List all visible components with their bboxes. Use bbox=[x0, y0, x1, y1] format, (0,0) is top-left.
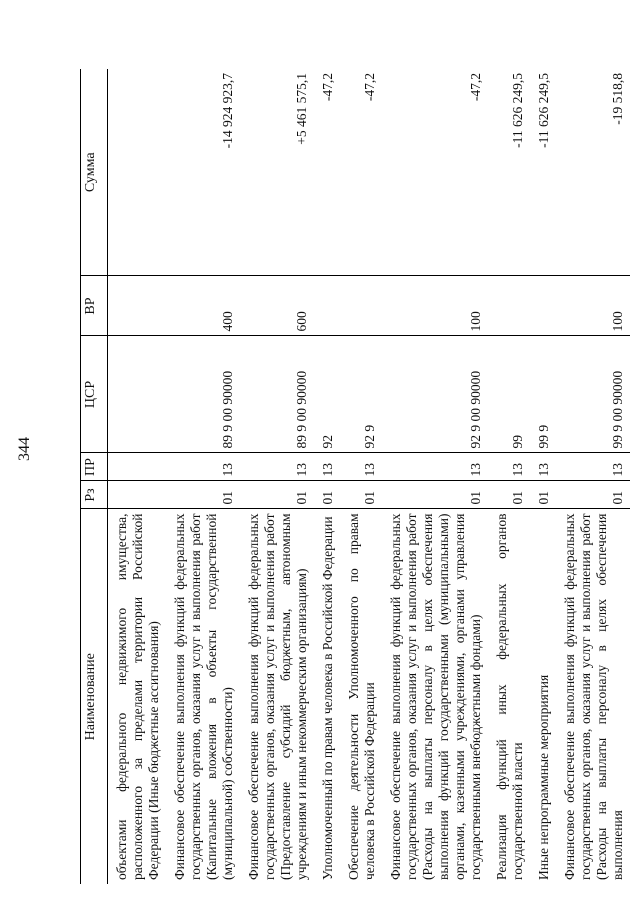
row-rz: 01 bbox=[530, 481, 556, 509]
row-csr: 89 9 00 90000 bbox=[166, 336, 240, 453]
row-name: Финансовое обеспечение выполнения функций федеральных государственных органов, оказания услуг и выполнения работ (Расходы на выплаты персоналу в целях обеспечения выполнения функций государственными (муниципальными) органами, казенными учреждениями, органами управления государственными внебюджетными фондами) bbox=[388, 513, 483, 880]
row-name: Реализация функций иных федеральных органов государственной власти bbox=[494, 513, 525, 880]
row-rz: 01 bbox=[556, 481, 630, 509]
row-pr: 13 bbox=[166, 453, 240, 481]
table-row bbox=[166, 69, 240, 884]
table-row bbox=[314, 69, 340, 884]
row-pr: 13 bbox=[382, 453, 488, 481]
row-sum: -14 924 923,7 bbox=[166, 69, 240, 276]
row-sum: -47,2 bbox=[314, 69, 340, 276]
row-vr bbox=[488, 276, 530, 336]
row-pr: 13 bbox=[530, 453, 556, 481]
header-pr: ПР bbox=[81, 453, 108, 481]
row-name: Финансовое обеспечение выполнения функций федеральных государственных органов, оказания услуг и выполнения работ (Предоставление субсидий бюджетным, автономным учреждениям и иным некоммерческим организациям) bbox=[246, 513, 309, 880]
row-pr: 13 bbox=[488, 453, 530, 481]
row-csr: 99 9 00 90000 bbox=[556, 336, 630, 453]
row-sum bbox=[108, 69, 167, 276]
header-rz: Рз bbox=[81, 481, 108, 509]
row-pr: 13 bbox=[340, 453, 382, 481]
row-csr: 92 9 00 90000 bbox=[382, 336, 488, 453]
row-csr bbox=[108, 336, 167, 453]
row-name: Обеспечение деятельности Уполномоченного по правам человека в Российской Федерации bbox=[346, 513, 377, 880]
header-vr: ВР bbox=[81, 276, 108, 336]
row-vr: 600 bbox=[240, 276, 314, 336]
row-rz: 01 bbox=[382, 481, 488, 509]
table-row bbox=[488, 69, 530, 884]
row-sum: +5 461 575,1 bbox=[240, 69, 314, 276]
header-csr: ЦСР bbox=[81, 336, 108, 453]
row-csr: 99 bbox=[488, 336, 530, 453]
row-vr: 100 bbox=[382, 276, 488, 336]
row-vr: 100 bbox=[556, 276, 630, 336]
budget-table bbox=[80, 69, 630, 884]
row-name: Финансовое обеспечение выполнения функций федеральных государственных органов, оказания услуг и выполнения работ (Расходы на выплаты персоналу в целях обеспечения выполнения bbox=[562, 513, 625, 880]
table-row bbox=[340, 69, 382, 884]
row-sum: -11 626 249,5 bbox=[488, 69, 530, 276]
header-name: Наименование bbox=[81, 509, 108, 884]
row-name: Иные непрограммные мероприятия bbox=[536, 674, 551, 880]
row-pr: 13 bbox=[314, 453, 340, 481]
row-rz: 01 bbox=[340, 481, 382, 509]
table-row bbox=[108, 69, 167, 884]
row-csr: 92 bbox=[314, 336, 340, 453]
row-sum: -47,2 bbox=[382, 69, 488, 276]
row-pr: 13 bbox=[556, 453, 630, 481]
row-sum: -47,2 bbox=[340, 69, 382, 276]
row-vr: 400 bbox=[166, 276, 240, 336]
row-csr: 92 9 bbox=[340, 336, 382, 453]
table-row bbox=[530, 69, 556, 884]
row-rz: 01 bbox=[314, 481, 340, 509]
row-name: Финансовое обеспечение выполнения функций федеральных государственных органов, оказания услуг и выполнения работ (Капитальные вложения в объекты государственной (муниципальной) собственности) bbox=[172, 513, 235, 880]
table-row bbox=[382, 69, 488, 884]
table-row bbox=[556, 69, 630, 884]
row-rz: 01 bbox=[166, 481, 240, 509]
row-csr: 99 9 bbox=[530, 336, 556, 453]
row-sum: -19 518,8 bbox=[556, 69, 630, 276]
row-pr: 13 bbox=[240, 453, 314, 481]
row-vr bbox=[314, 276, 340, 336]
row-sum: -11 626 249,5 bbox=[530, 69, 556, 276]
page-number: 344 bbox=[16, 437, 33, 461]
table-row bbox=[240, 69, 314, 884]
budget-table-rotated bbox=[80, 69, 625, 884]
table-header-row bbox=[81, 69, 108, 884]
row-rz: 01 bbox=[488, 481, 530, 509]
row-rz bbox=[108, 481, 167, 509]
row-rz: 01 bbox=[240, 481, 314, 509]
row-name: объектами федерального недвижимого имущества, расположенного за пределами территории Российской Федерации (Иные бюджетные ассигнования) bbox=[114, 513, 161, 880]
row-vr bbox=[340, 276, 382, 336]
row-pr bbox=[108, 453, 167, 481]
row-name: Уполномоченный по правам человека в Российской Федерации bbox=[320, 516, 335, 880]
row-vr bbox=[108, 276, 167, 336]
header-sum: Сумма bbox=[81, 69, 108, 276]
row-csr: 89 9 00 90000 bbox=[240, 336, 314, 453]
row-vr bbox=[530, 276, 556, 336]
